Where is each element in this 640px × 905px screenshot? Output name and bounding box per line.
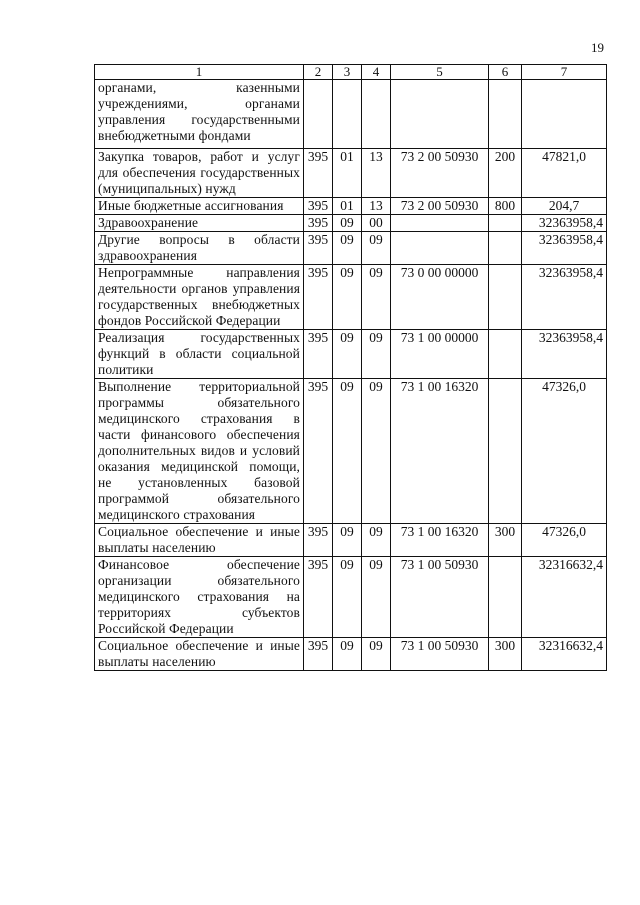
cell-code-2: 395 bbox=[304, 379, 333, 524]
cell-code-4: 09 bbox=[362, 524, 391, 557]
row-name: Другие вопросы в области здравоохранения bbox=[95, 232, 304, 265]
cell-code-5: 73 1 00 50930 bbox=[391, 557, 489, 638]
cell-amount: 32363958,4 bbox=[522, 265, 607, 330]
column-header: 5 bbox=[391, 65, 489, 80]
row-name: Непрограммные направления деятельности органов управления государственных внебюджетных фондов Российской Федерации bbox=[95, 265, 304, 330]
cell-code-2: 395 bbox=[304, 232, 333, 265]
cell-code-3: 01 bbox=[333, 149, 362, 198]
cell-code-3: 09 bbox=[333, 265, 362, 330]
cell-amount: 32363958,4 bbox=[522, 330, 607, 379]
cell-code-6 bbox=[489, 80, 522, 149]
row-name: Социальное обеспечение и иные выплаты населению bbox=[95, 638, 304, 671]
cell-code-3: 09 bbox=[333, 638, 362, 671]
table-row bbox=[95, 215, 607, 232]
cell-code-5 bbox=[391, 80, 489, 149]
cell-amount: 47326,0 bbox=[522, 379, 607, 524]
cell-code-2: 395 bbox=[304, 265, 333, 330]
cell-amount: 47326,0 bbox=[522, 524, 607, 557]
column-header: 3 bbox=[333, 65, 362, 80]
cell-code-5: 73 1 00 00000 bbox=[391, 330, 489, 379]
cell-code-2 bbox=[304, 80, 333, 149]
cell-code-4: 13 bbox=[362, 198, 391, 215]
cell-amount: 32363958,4 bbox=[522, 215, 607, 232]
cell-code-3: 09 bbox=[333, 232, 362, 265]
cell-code-5 bbox=[391, 232, 489, 265]
cell-code-5 bbox=[391, 215, 489, 232]
cell-code-2: 395 bbox=[304, 638, 333, 671]
cell-amount bbox=[522, 80, 607, 149]
table-row bbox=[95, 232, 607, 265]
table-row bbox=[95, 198, 607, 215]
row-name: Финансовое обеспечение организации обязательного медицинского страхования на территориях субъектов Российской Федерации bbox=[95, 557, 304, 638]
cell-code-6 bbox=[489, 232, 522, 265]
column-header: 7 bbox=[522, 65, 607, 80]
cell-code-4: 09 bbox=[362, 232, 391, 265]
cell-code-6 bbox=[489, 215, 522, 232]
row-name: Реализация государственных функций в области социальной политики bbox=[95, 330, 304, 379]
row-name: Закупка товаров, работ и услуг для обеспечения государственных (муниципальных) нужд bbox=[95, 149, 304, 198]
cell-code-4: 09 bbox=[362, 557, 391, 638]
cell-code-2: 395 bbox=[304, 524, 333, 557]
cell-code-4: 00 bbox=[362, 215, 391, 232]
cell-code-6 bbox=[489, 265, 522, 330]
cell-code-5: 73 2 00 50930 bbox=[391, 149, 489, 198]
cell-amount: 32363958,4 bbox=[522, 232, 607, 265]
cell-code-6 bbox=[489, 330, 522, 379]
cell-code-4 bbox=[362, 80, 391, 149]
table-row bbox=[95, 265, 607, 330]
cell-code-2: 395 bbox=[304, 215, 333, 232]
row-name: Здравоохранение bbox=[95, 215, 304, 232]
cell-code-5: 73 0 00 00000 bbox=[391, 265, 489, 330]
cell-code-3: 09 bbox=[333, 557, 362, 638]
cell-code-4: 13 bbox=[362, 149, 391, 198]
cell-code-4: 09 bbox=[362, 379, 391, 524]
table-row bbox=[95, 638, 607, 671]
budget-table bbox=[94, 64, 607, 671]
cell-code-2: 395 bbox=[304, 149, 333, 198]
cell-code-3: 09 bbox=[333, 379, 362, 524]
cell-amount: 32316632,4 bbox=[522, 638, 607, 671]
cell-code-3: 09 bbox=[333, 215, 362, 232]
cell-code-2: 395 bbox=[304, 557, 333, 638]
table-row bbox=[95, 80, 607, 149]
cell-amount: 47821,0 bbox=[522, 149, 607, 198]
table-row bbox=[95, 557, 607, 638]
cell-code-5: 73 2 00 50930 bbox=[391, 198, 489, 215]
header-row bbox=[95, 65, 607, 80]
cell-code-5: 73 1 00 16320 bbox=[391, 379, 489, 524]
row-name: Иные бюджетные ассигнования bbox=[95, 198, 304, 215]
table-row bbox=[95, 379, 607, 524]
cell-code-6 bbox=[489, 379, 522, 524]
cell-amount: 32316632,4 bbox=[522, 557, 607, 638]
cell-code-6: 200 bbox=[489, 149, 522, 198]
cell-code-3: 01 bbox=[333, 198, 362, 215]
cell-code-5: 73 1 00 16320 bbox=[391, 524, 489, 557]
row-name: органами, казенными учреждениями, органами управления государственными внебюджетными фондами bbox=[95, 80, 304, 149]
cell-amount: 204,7 bbox=[522, 198, 607, 215]
column-header: 2 bbox=[304, 65, 333, 80]
row-name: Социальное обеспечение и иные выплаты населению bbox=[95, 524, 304, 557]
table-row bbox=[95, 330, 607, 379]
row-name: Выполнение территориальной программы обязательного медицинского страхования в части финансового обеспечения дополнительных видов и условий оказания медицинской помощи, не установленных базовой программой обязательного медицинского страхования bbox=[95, 379, 304, 524]
column-header: 4 bbox=[362, 65, 391, 80]
column-header: 6 bbox=[489, 65, 522, 80]
page-number: 19 bbox=[591, 40, 604, 55]
cell-code-4: 09 bbox=[362, 265, 391, 330]
cell-code-6: 800 bbox=[489, 198, 522, 215]
cell-code-2: 395 bbox=[304, 330, 333, 379]
cell-code-2: 395 bbox=[304, 198, 333, 215]
cell-code-3 bbox=[333, 80, 362, 149]
cell-code-4: 09 bbox=[362, 330, 391, 379]
cell-code-4: 09 bbox=[362, 638, 391, 671]
cell-code-6 bbox=[489, 557, 522, 638]
cell-code-6: 300 bbox=[489, 524, 522, 557]
column-header: 1 bbox=[95, 65, 304, 80]
table-row bbox=[95, 524, 607, 557]
table-row bbox=[95, 149, 607, 198]
cell-code-6: 300 bbox=[489, 638, 522, 671]
cell-code-5: 73 1 00 50930 bbox=[391, 638, 489, 671]
cell-code-3: 09 bbox=[333, 330, 362, 379]
cell-code-3: 09 bbox=[333, 524, 362, 557]
